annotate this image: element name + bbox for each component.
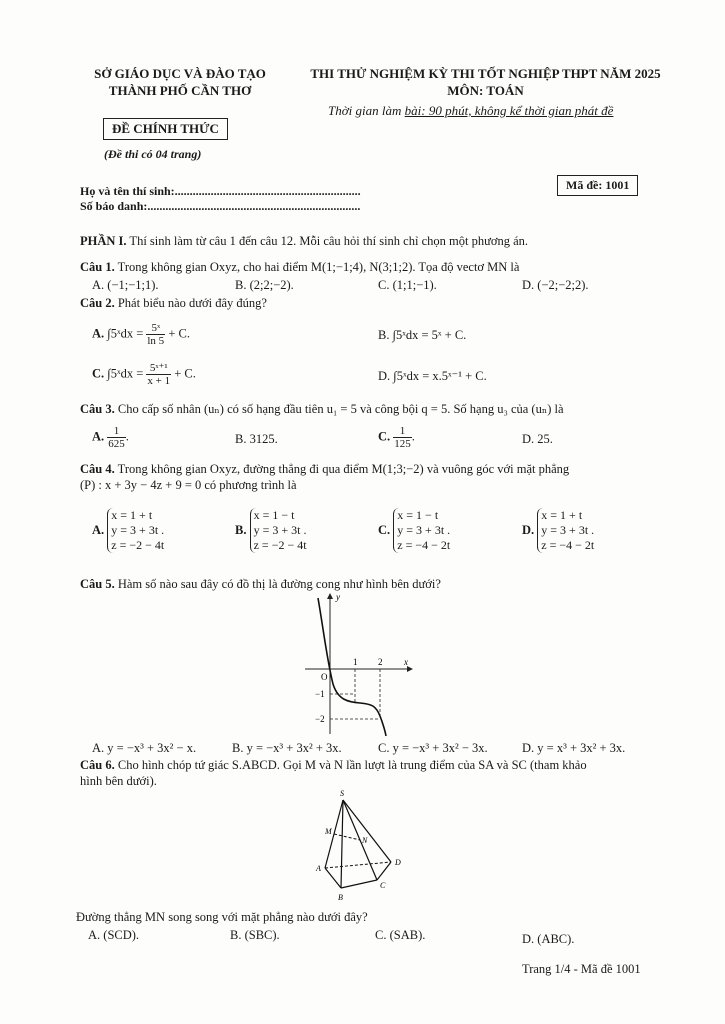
q2-a-lhs: ∫5ˣdx = xyxy=(107,326,144,341)
part-1-heading: PHẦN I. xyxy=(80,234,127,248)
graph-tick-y2: −2 xyxy=(315,714,325,724)
question-3 xyxy=(80,402,564,417)
question-4 xyxy=(80,462,569,477)
q3-c-label: C. xyxy=(378,429,391,444)
q1-option-b[interactable]: B. (2;2;−2). xyxy=(235,278,294,292)
q4-b-eq2: y = 3 + 3t . xyxy=(253,523,307,537)
q1-option-d[interactable]: D. (−2;−2;2). xyxy=(522,278,589,292)
q1-label: Câu 1. xyxy=(80,260,115,274)
q2-option-d[interactable]: D. ∫5ˣdx = x.5ˣ⁻¹ + C. xyxy=(378,369,487,383)
q3-a-label: A. xyxy=(92,429,105,444)
q5-option-c[interactable]: C. y = −x³ + 3x² − 3x. xyxy=(378,741,488,755)
q3-label: Câu 3. xyxy=(80,402,115,416)
department-line-1: SỞ GIÁO DỤC VÀ ĐÀO TẠO xyxy=(94,66,266,81)
q2-c-den: x + 1 xyxy=(147,375,171,387)
label-S: S xyxy=(340,789,344,798)
q6-option-c[interactable]: C. (SAB). xyxy=(375,928,426,942)
q3-c-den: 125 xyxy=(394,438,411,450)
q4-c-label: C. xyxy=(378,523,391,537)
q4-label: Câu 4. xyxy=(80,462,115,476)
question-2 xyxy=(80,296,267,311)
graph-tick-x2: 2 xyxy=(378,657,383,667)
q2-option-b[interactable]: B. ∫5ˣdx = 5ˣ + C. xyxy=(378,328,467,342)
q5-text: Hàm số nào sau đây có đồ thị là đường cong như hình bên dưới? xyxy=(114,577,441,591)
q4-c-system xyxy=(393,508,450,553)
q6-text: Cho hình chóp tứ giác S.ABCD. Gọi M và N lần lượt là trung điểm của SA và SC (tham khảo xyxy=(114,758,587,772)
q6-option-d[interactable]: D. (ABC). xyxy=(522,932,575,946)
q3-option-c[interactable]: C. $\frac{1}{125}$ . xyxy=(378,425,415,450)
q4-option-b[interactable] xyxy=(235,508,307,553)
label-B: B xyxy=(338,893,343,902)
time-note xyxy=(328,103,613,119)
q2-a-num: 5ˣ xyxy=(146,322,165,335)
q4-b-label: B. xyxy=(235,523,247,537)
q4-d-eq3: z = −4 − 2t xyxy=(541,538,595,552)
candidate-name-line: Họ và tên thí sinh:.............................................................. xyxy=(80,184,361,198)
q2-c-fraction xyxy=(146,362,171,387)
edge-SD xyxy=(343,800,391,862)
q1-option-c[interactable]: C. (1;1;−1). xyxy=(378,278,437,292)
q2-option-a[interactable] xyxy=(92,322,190,347)
official-exam-box: ĐỀ CHÍNH THỨC xyxy=(103,118,228,140)
q2-option-c[interactable] xyxy=(92,362,196,387)
q2-c-tail: + C. xyxy=(174,366,196,381)
q4-b-eq1: x = 1 − t xyxy=(253,508,295,522)
label-A: A xyxy=(316,864,321,873)
label-N: N xyxy=(362,836,368,845)
exam-code-box: Mã đề: 1001 xyxy=(557,175,638,196)
q4-a-label: A. xyxy=(92,523,105,537)
q4-text-line-2: (P) : x + 3y − 4z + 9 = 0 có phương trình là xyxy=(80,478,297,492)
q3-option-a[interactable]: A. $\frac{1}{625}$ . xyxy=(92,425,129,450)
q3-a-num: 1 xyxy=(107,425,126,438)
page-footer: Trang 1/4 - Mã đề 1001 xyxy=(522,962,641,976)
q4-d-eq2: y = 3 + 3t . xyxy=(541,523,595,537)
q4-b-system xyxy=(250,508,307,553)
question-1 xyxy=(80,260,519,275)
q3-text: Cho cấp số nhân (uₙ) có số hạng đầu tiên u₁ = 5 và công bội q = 5. Số hạng u₃ của (uₙ) là xyxy=(114,402,564,416)
q5-option-b[interactable]: B. y = −x³ + 3x² + 3x. xyxy=(232,741,342,755)
q3-option-d[interactable]: D. 25. xyxy=(522,432,553,446)
time-note-detail: bài: 90 phút, không kể thời gian phát đề xyxy=(404,103,614,118)
edge-SB xyxy=(341,800,343,888)
graph-y-label: y xyxy=(336,592,340,602)
q4-option-a[interactable] xyxy=(92,508,164,553)
graph-curve xyxy=(318,598,386,736)
label-C: C xyxy=(380,881,386,890)
time-note-prefix: Thời gian làm xyxy=(328,103,405,118)
q5-label: Câu 5. xyxy=(80,577,115,591)
candidate-id-line: Số báo danh:....................................................................... xyxy=(80,199,361,213)
department-line-2: THÀNH PHỐ CẦN THƠ xyxy=(108,83,252,98)
q4-a-eq2: y = 3 + 3t . xyxy=(111,523,165,537)
graph-origin-label: O xyxy=(321,672,328,682)
part-1-instructions xyxy=(80,234,528,249)
q4-option-c[interactable] xyxy=(378,508,450,553)
q2-a-fraction xyxy=(146,322,165,347)
q3-c-fraction xyxy=(393,425,412,450)
q6-option-b[interactable]: B. (SBC). xyxy=(230,928,280,942)
q4-b-eq3: z = −2 − 4t xyxy=(253,538,307,552)
graph-x-label: x xyxy=(404,657,408,667)
q5-function-graph xyxy=(300,588,420,738)
q6-pyramid-figure xyxy=(305,788,405,906)
graph-tick-x1: 1 xyxy=(353,657,358,667)
q4-c-eq1: x = 1 − t xyxy=(397,508,439,522)
q1-option-a[interactable]: A. (−1;−1;1). xyxy=(92,278,159,292)
q4-a-eq1: x = 1 + t xyxy=(111,508,153,522)
segment-MN xyxy=(334,834,360,840)
q5-option-d[interactable]: D. y = x³ + 3x² + 3x. xyxy=(522,741,626,755)
q4-d-system xyxy=(537,508,594,553)
q4-a-eq3: z = −2 − 4t xyxy=(111,538,165,552)
edge-BC xyxy=(341,880,377,888)
q2-a-label: A. xyxy=(92,326,105,341)
q2-text: Phát biểu nào dưới đây đúng? xyxy=(114,296,267,310)
label-M: M xyxy=(325,827,332,836)
q2-a-den: ln 5 xyxy=(147,335,165,347)
q4-c-eq2: y = 3 + 3t . xyxy=(397,523,451,537)
question-6 xyxy=(80,758,587,773)
q6-prompt: Đường thẳng MN song song với mặt phẳng nào dưới đây? xyxy=(76,910,368,924)
part-1-text: Thí sinh làm từ câu 1 đến câu 12. Mỗi câu hỏi thí sinh chỉ chọn một phương án. xyxy=(126,234,528,248)
q5-option-a[interactable]: A. y = −x³ + 3x² − x. xyxy=(92,741,197,755)
subject-line: MÔN: TOÁN xyxy=(447,83,524,98)
graph-tick-y1: −1 xyxy=(315,689,325,699)
q2-label: Câu 2. xyxy=(80,296,115,310)
q6-text-line-2: hình bên dưới). xyxy=(80,774,157,788)
q4-text: Trong không gian Oxyz, đường thẳng đi qua điểm M(1;3;−2) và vuông góc với mặt phẳng xyxy=(114,462,570,476)
edge-AD xyxy=(325,862,391,868)
q4-a-system xyxy=(107,508,164,553)
q6-label: Câu 6. xyxy=(80,758,115,772)
exam-title: THI THỬ NGHIỆM KỲ THI TỐT NGHIỆP THPT NĂM 2025 xyxy=(310,66,661,81)
q2-c-label: C. xyxy=(92,366,105,381)
q3-a-den: 625 xyxy=(108,438,125,450)
label-D: D xyxy=(395,858,401,867)
q2-c-num: 5ˣ⁺¹ xyxy=(146,362,171,375)
q4-d-eq1: x = 1 + t xyxy=(541,508,583,522)
edge-AB xyxy=(325,868,341,888)
q4-c-eq3: z = −4 − 2t xyxy=(397,538,451,552)
q3-c-num: 1 xyxy=(393,425,412,438)
q3-a-fraction xyxy=(107,425,126,450)
edge-CD xyxy=(377,862,391,880)
q4-d-label: D. xyxy=(522,523,535,537)
q6-option-a[interactable]: A. (SCD). xyxy=(88,928,140,942)
q2-a-tail: + C. xyxy=(168,326,190,341)
pages-note: (Đề thi có 04 trang) xyxy=(104,147,202,161)
q1-text: Trong không gian Oxyz, cho hai điểm M(1;−1;4), N(3;1;2). Tọa độ vectơ MN là xyxy=(114,260,520,274)
q2-c-lhs: ∫5ˣdx = xyxy=(107,366,144,381)
q4-option-d[interactable] xyxy=(522,508,594,553)
q3-option-b[interactable]: B. 3125. xyxy=(235,432,278,446)
